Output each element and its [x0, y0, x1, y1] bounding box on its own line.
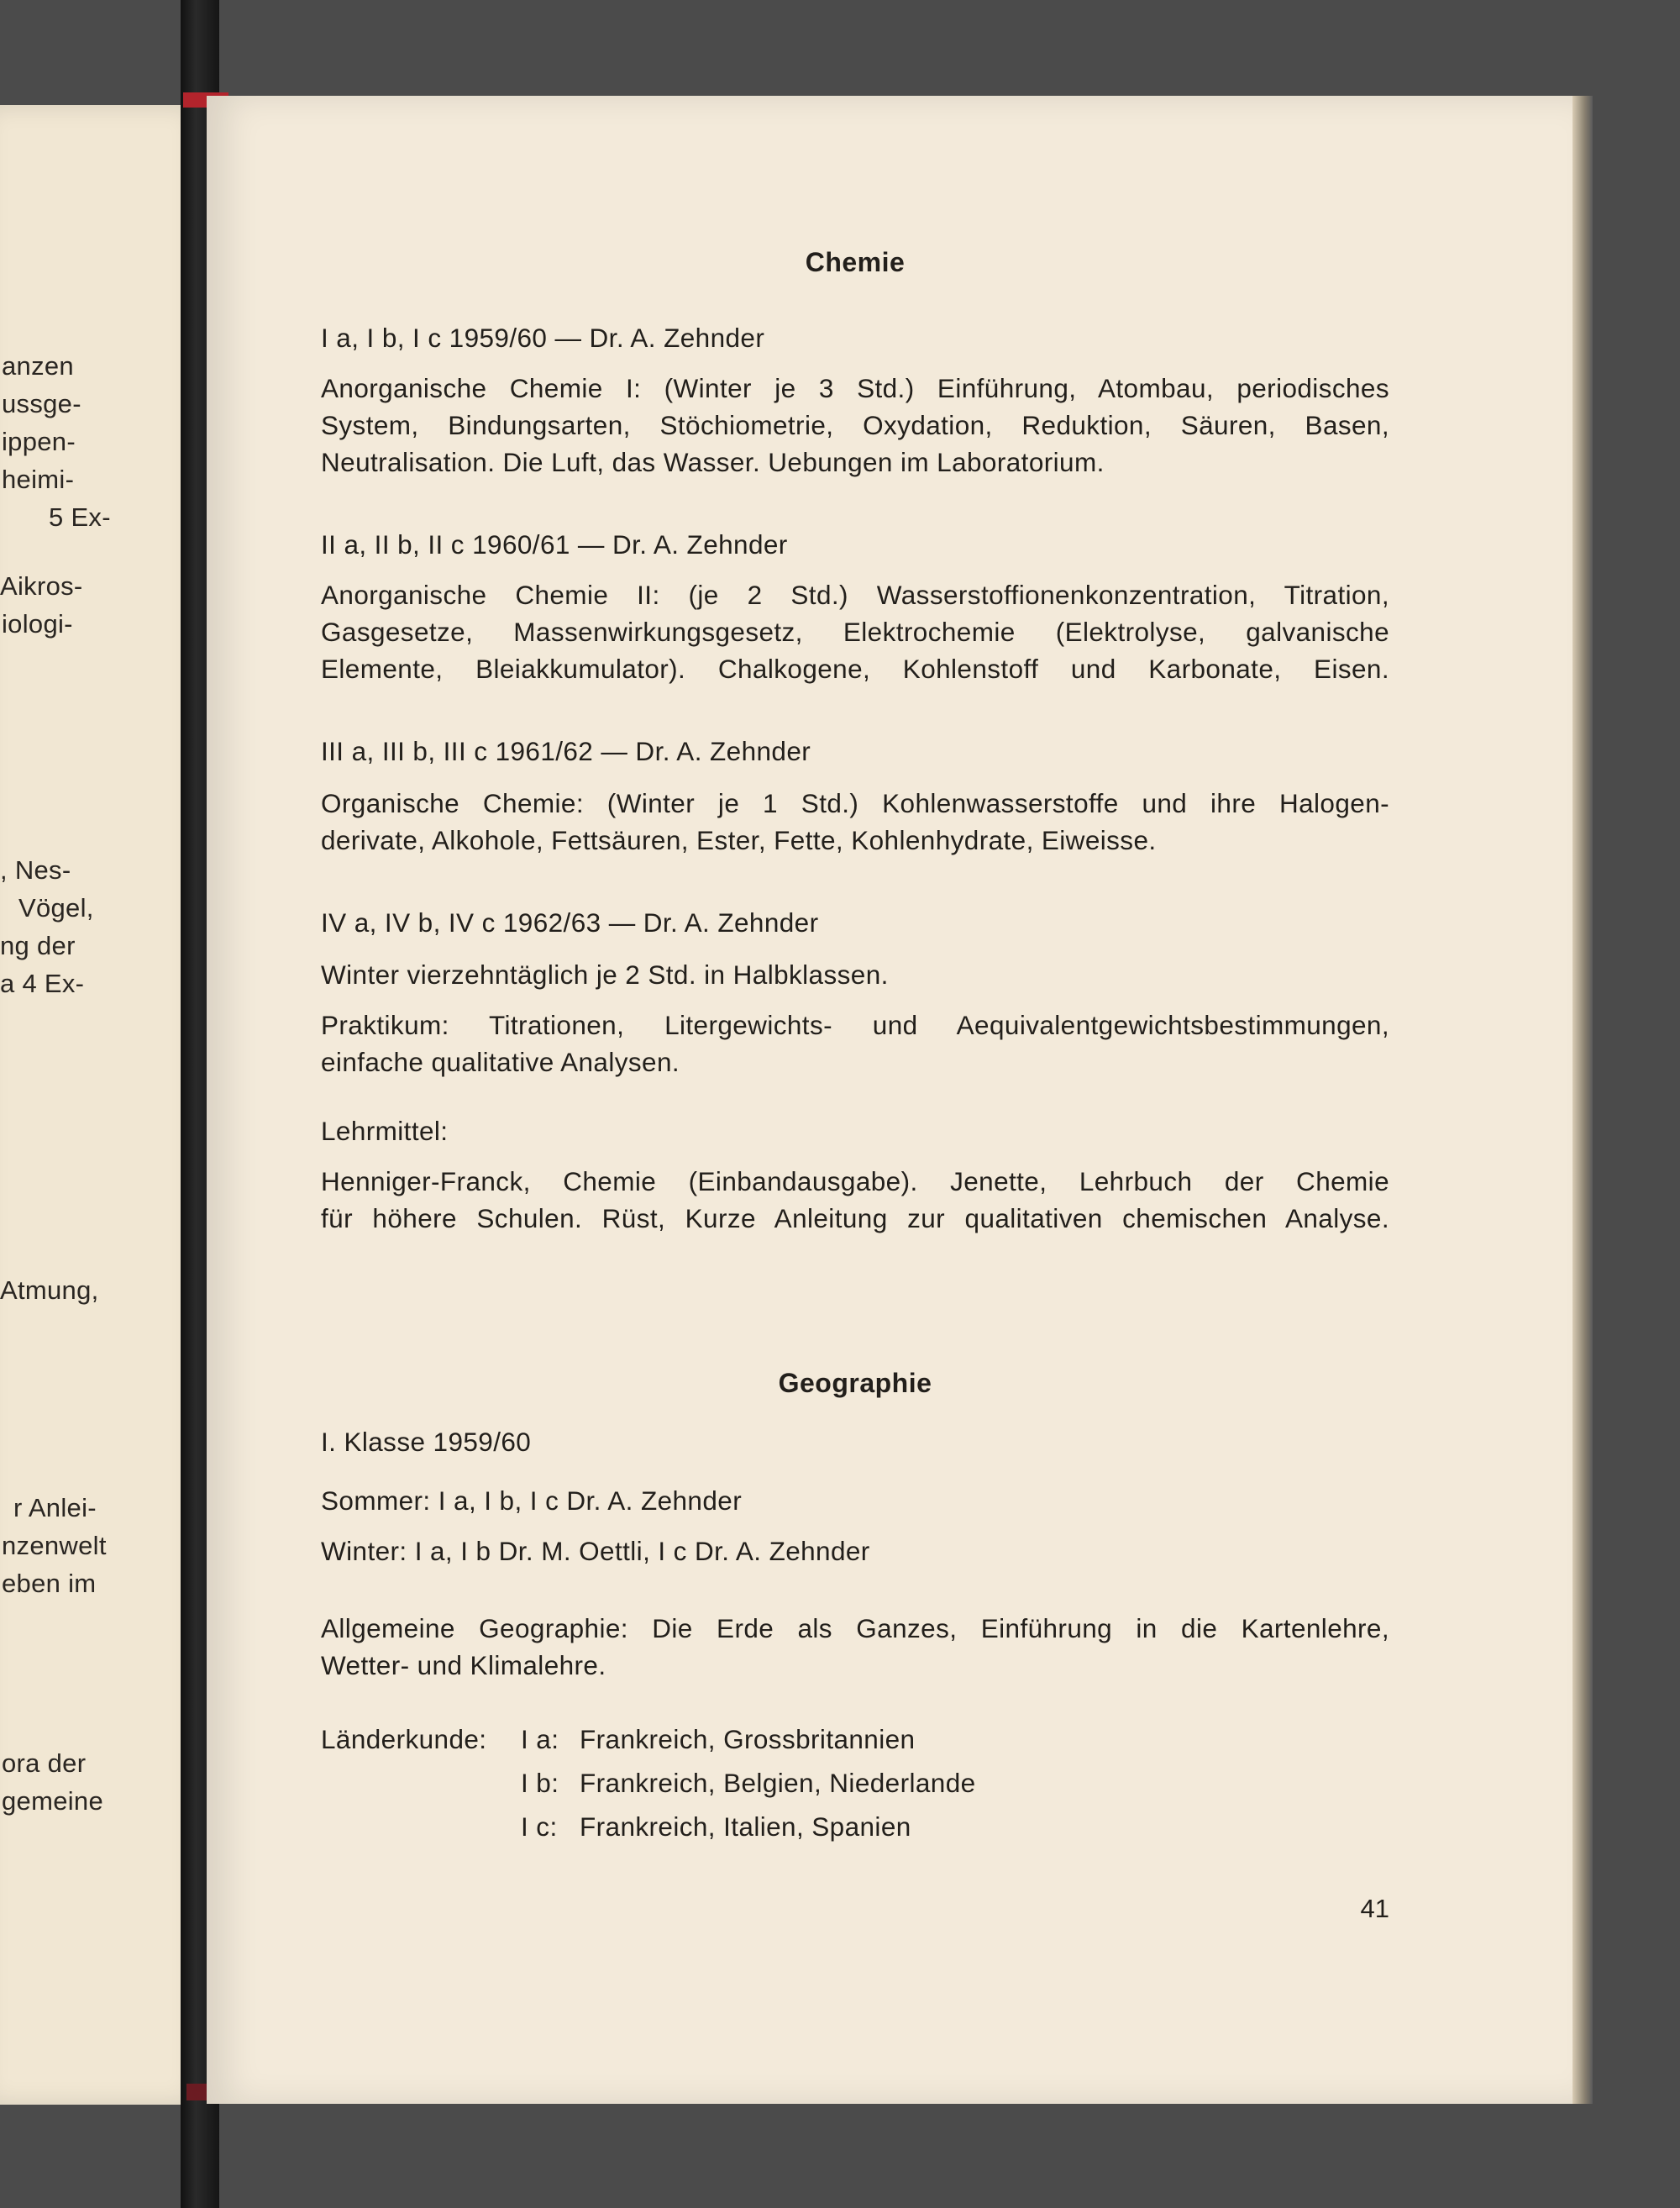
left-fragment: ng der	[0, 931, 76, 960]
text-line: Allgemeine Geographie: Die Erde als Ganzes, Einführung in die Kartenlehre,	[321, 1613, 1389, 1643]
geographie-heading: Geographie	[778, 1368, 932, 1398]
laenderkunde-label: Länderkunde:	[321, 1724, 487, 1754]
chemie-classes-4: IV a, IV b, IV c 1962/63 — Dr. A. Zehnder	[321, 907, 819, 938]
text-line: System, Bindungsarten, Stöchiometrie, Oxydation, Reduktion, Säuren, Basen,	[321, 410, 1389, 440]
left-fragment: r Anlei-	[13, 1493, 97, 1522]
left-fragment: gemeine	[2, 1786, 104, 1816]
page-edge	[1572, 96, 1593, 2104]
text-line: Gasgesetze, Massenwirkungsgesetz, Elektrochemie (Elektrolyse, galvanische	[321, 617, 1389, 647]
text-line: einfache qualitative Analysen.	[321, 1047, 680, 1077]
chemie-paragraph-3	[321, 785, 1389, 859]
text-line: Anorganische Chemie II: (je 2 Std.) Wasserstoffionenkonzentration, Titration,	[321, 580, 1389, 610]
page-number: 41	[1360, 1894, 1389, 1923]
chemie-heading: Chemie	[805, 247, 906, 277]
text-line: Henniger-Franck, Chemie (Einbandausgabe). Jenette, Lehrbuch der Chemie	[321, 1166, 1389, 1196]
text-line: Organische Chemie: (Winter je 1 Std.) Kohlenwasserstoffe und ihre Halogen-	[321, 788, 1389, 818]
left-fragment: Aikros-	[0, 571, 83, 601]
left-fragment: eben im	[2, 1569, 97, 1598]
text-line: derivate, Alkohole, Fettsäuren, Ester, Fette, Kohlenhydrate, Eiweisse.	[321, 825, 1157, 855]
lehrmittel-text	[321, 1163, 1389, 1237]
left-fragment: , Nes-	[0, 855, 71, 885]
left-fragment: anzen	[2, 351, 74, 381]
text-line: Elemente, Bleiakkumulator). Chalkogene, Kohlenstoff und Karbonate, Eisen.	[321, 654, 1389, 684]
text-line: für höhere Schulen. Rüst, Kurze Anleitung zur qualitativen chemischen Analyse.	[321, 1203, 1389, 1233]
left-fragment: iologi-	[2, 609, 73, 639]
text-line: Praktikum: Titrationen, Litergewichts- und Aequivalentgewichtsbestimmungen,	[321, 1010, 1389, 1040]
left-fragment: nzenwelt	[2, 1531, 107, 1560]
chemie-classes-3: III a, III b, III c 1961/62 — Dr. A. Zehnder	[321, 736, 811, 766]
left-fragment: 5 Ex-	[49, 502, 111, 532]
geographie-klasse: I. Klasse 1959/60	[321, 1427, 532, 1457]
chemie-winter-note: Winter vierzehntäglich je 2 Std. in Halbklassen.	[321, 959, 889, 990]
laenderkunde-class: I b:	[521, 1768, 559, 1798]
geographie-winter: Winter: I a, I b Dr. M. Oettli, I c Dr. A. Zehnder	[321, 1536, 870, 1566]
chemie-classes-1: I a, I b, I c 1959/60 — Dr. A. Zehnder	[321, 323, 765, 353]
lehrmittel-label: Lehrmittel:	[321, 1116, 449, 1146]
left-fragment: ippen-	[2, 427, 76, 456]
text-line: Anorganische Chemie I: (Winter je 3 Std.) Einführung, Atombau, periodisches	[321, 373, 1389, 403]
text-line: Wetter- und Klimalehre.	[321, 1650, 606, 1680]
left-fragment: Atmung,	[0, 1275, 99, 1305]
geographie-sommer: Sommer: I a, I b, I c Dr. A. Zehnder	[321, 1485, 743, 1516]
chemie-classes-2: II a, II b, II c 1960/61 — Dr. A. Zehnder	[321, 529, 788, 560]
chemie-paragraph-1	[321, 370, 1389, 481]
left-fragment: ora der	[2, 1748, 87, 1778]
left-page	[0, 105, 210, 2105]
laenderkunde-countries: Frankreich, Italien, Spanien	[580, 1811, 911, 1842]
chemie-praktikum	[321, 1007, 1389, 1080]
left-fragment: heimi-	[2, 465, 75, 494]
laenderkunde-countries: Frankreich, Grossbritannien	[580, 1724, 916, 1754]
left-fragment: Vögel,	[18, 893, 94, 923]
chemie-paragraph-2	[321, 576, 1389, 687]
allgemeine-geographie	[321, 1610, 1389, 1684]
text-line: Neutralisation. Die Luft, das Wasser. Uebungen im Laboratorium.	[321, 447, 1105, 477]
left-fragment: a 4 Ex-	[0, 969, 85, 998]
laenderkunde-countries: Frankreich, Belgien, Niederlande	[580, 1768, 976, 1798]
laenderkunde-class: I c:	[521, 1811, 558, 1842]
left-fragment: ussge-	[2, 389, 81, 418]
laenderkunde-class: I a:	[521, 1724, 559, 1754]
